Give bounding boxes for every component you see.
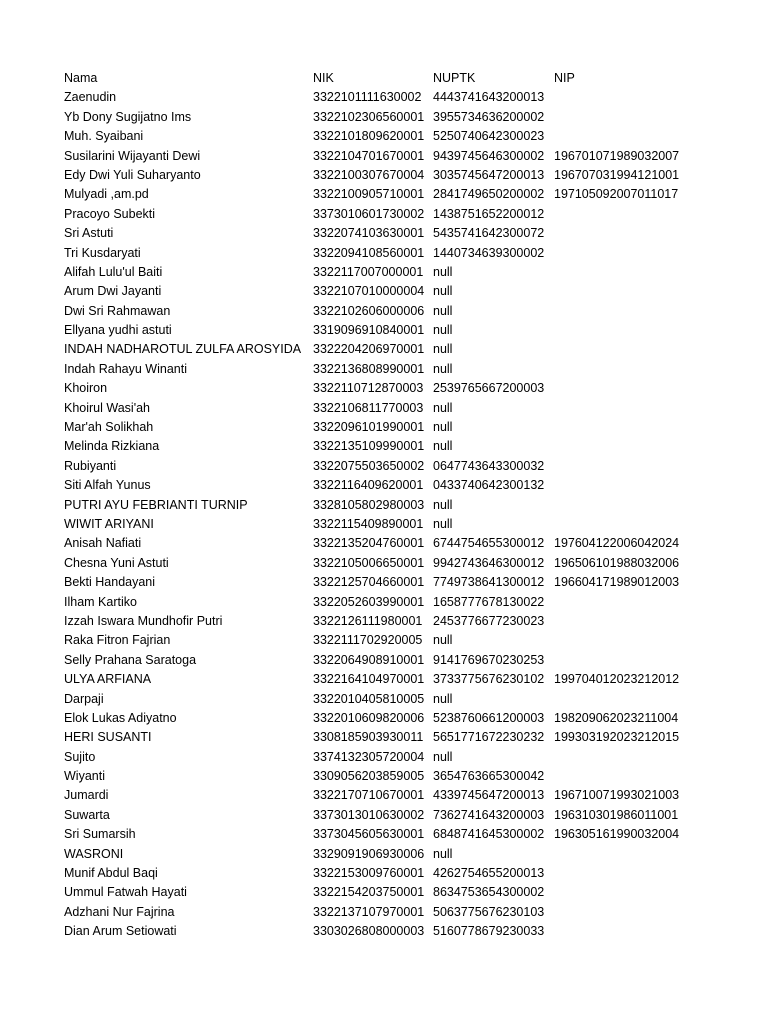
cell-nuptk: 4339745647200013 (433, 788, 545, 803)
table-row (64, 321, 704, 340)
table-row (64, 108, 704, 127)
cell-nuptk: null (433, 633, 453, 648)
cell-nama: Mar'ah Solikhah (64, 420, 154, 435)
header-nip: NIP (554, 71, 575, 85)
cell-nip (554, 224, 704, 243)
cell-nuptk: 0433740642300132 (433, 478, 545, 493)
cell-nip (554, 88, 704, 107)
cell-nuptk: 5250740642300023 (433, 129, 545, 144)
cell-nik: 3319096910840001 (313, 323, 425, 338)
cell-nuptk: 8634753654300002 (433, 885, 545, 900)
cell-nip (554, 399, 704, 418)
cell-nip (554, 263, 704, 282)
cell-nama: INDAH NADHAROTUL ZULFA AROSYIDA (64, 342, 302, 357)
cell-nik: 3303026808000003 (313, 924, 425, 939)
cell-nuptk: 4443741643200013 (433, 90, 545, 105)
cell-nuptk: null (433, 342, 453, 357)
cell-nip (554, 379, 704, 398)
cell-nuptk: 9942743646300012 (433, 555, 545, 570)
cell-nuptk: null (433, 846, 453, 861)
table-row (64, 88, 704, 107)
cell-nip: 197105092007011017 (554, 187, 679, 202)
cell-nik: 3322105006650001 (313, 555, 425, 570)
cell-nip: 196506101988032006 (554, 555, 680, 570)
cell-nik: 3322116409620001 (313, 478, 424, 493)
cell-nama: PUTRI AYU FEBRIANTI TURNIP (64, 497, 248, 512)
cell-nuptk: 9141769670230253 (433, 652, 545, 667)
table-row (64, 379, 704, 398)
cell-nuptk: 5160778679230033 (433, 924, 545, 939)
cell-nama: Adzhani Nur Fajrina (64, 904, 175, 919)
cell-nik: 3322064908910001 (313, 652, 425, 667)
cell-nama: HERI SUSANTI (64, 730, 152, 745)
cell-nip: 199704012023212012 (554, 672, 680, 687)
table-row (64, 612, 704, 631)
cell-nip (554, 593, 704, 612)
cell-nuptk: 3654763665300042 (433, 769, 545, 784)
cell-nip (554, 244, 704, 263)
table-row (64, 593, 704, 612)
cell-nip (554, 748, 704, 767)
cell-nama: Khoiron (64, 381, 108, 396)
cell-nik: 3322100307670004 (313, 167, 425, 182)
cell-nama: Muh. Syaibani (64, 129, 144, 144)
cell-nip (554, 457, 704, 476)
table-row (64, 554, 704, 573)
cell-nik: 3322052603990001 (313, 594, 425, 609)
cell-nuptk: 7362741643200003 (433, 807, 545, 822)
table-row (64, 340, 704, 359)
cell-nip (554, 340, 704, 359)
cell-nik: 3373045605630001 (313, 827, 425, 842)
cell-nik: 3374132305720004 (313, 749, 425, 764)
cell-nik: 3322135204760001 (313, 536, 425, 551)
cell-nip (554, 864, 704, 883)
table-row (64, 515, 704, 534)
cell-nip: 196305161990032004 (554, 827, 680, 842)
cell-nama: Munif Abdul Baqi (64, 866, 158, 881)
cell-nuptk: 1438751652200012 (433, 206, 545, 221)
table-row (64, 224, 704, 243)
table-row (64, 185, 704, 204)
cell-nama: Pracoyo Subekti (64, 206, 156, 221)
cell-nuptk: 4262754655200013 (433, 866, 545, 881)
table-row (64, 825, 704, 844)
cell-nama: Izzah Iswara Mundhofir Putri (64, 613, 223, 628)
cell-nip (554, 651, 704, 670)
cell-nip: 199303192023212015 (554, 730, 680, 745)
table-row (64, 806, 704, 825)
cell-nik: 3373013010630002 (313, 807, 425, 822)
table-row (64, 457, 704, 476)
header-nik: NIK (313, 71, 334, 85)
cell-nama: Ilham Kartiko (64, 594, 137, 609)
cell-nama: Dwi Sri Rahmawan (64, 303, 171, 318)
cell-nip: 196604171989012003 (554, 575, 680, 590)
cell-nik: 3373010601730002 (313, 206, 425, 221)
cell-nama: Elok Lukas Adiyatno (64, 710, 177, 725)
table-body (64, 88, 704, 941)
cell-nuptk: 3955734636200002 (433, 109, 545, 124)
cell-nama: Dian Arum Setiowati (64, 924, 177, 939)
table-row (64, 263, 704, 282)
cell-nama: Ummul Fatwah Hayati (64, 885, 187, 900)
data-table (64, 69, 704, 942)
cell-nip (554, 418, 704, 437)
cell-nik: 3322102606000006 (313, 303, 425, 318)
cell-nik: 3322102306560001 (313, 109, 425, 124)
cell-nama: Zaenudin (64, 90, 117, 105)
cell-nik: 3322101809620001 (313, 129, 425, 144)
table-row (64, 360, 704, 379)
table-row (64, 534, 704, 553)
cell-nama: Anisah Nafiati (64, 536, 142, 551)
cell-nama: Indah Rahayu Winanti (64, 361, 187, 376)
cell-nama: Rubiyanti (64, 458, 117, 473)
cell-nama: WIWIT ARIYANI (64, 516, 154, 531)
cell-nik: 3322204206970001 (313, 342, 425, 357)
cell-nama: Sri Sumarsih (64, 827, 136, 842)
cell-nuptk: 7749738641300012 (433, 575, 545, 590)
cell-nuptk: 9439745646300002 (433, 148, 545, 163)
cell-nik: 3322075503650002 (313, 458, 425, 473)
cell-nuptk: null (433, 284, 453, 299)
table-row (64, 709, 704, 728)
cell-nip (554, 205, 704, 224)
table-row (64, 883, 704, 902)
cell-nuptk: 5238760661200003 (433, 710, 545, 725)
table-row (64, 437, 704, 456)
table-row (64, 573, 704, 592)
cell-nama: Ellyana yudhi astuti (64, 323, 172, 338)
cell-nip (554, 767, 704, 786)
cell-nip (554, 845, 704, 864)
cell-nuptk: 5063775676230103 (433, 904, 545, 919)
cell-nip (554, 282, 704, 301)
cell-nuptk: null (433, 497, 453, 512)
header-nama: Nama (64, 71, 98, 85)
cell-nama: Arum Dwi Jayanti (64, 284, 162, 299)
cell-nik: 3322101111630002 (313, 90, 422, 105)
cell-nik: 3322104701670001 (313, 148, 425, 163)
cell-nik: 3322110712870003 (313, 381, 424, 396)
table-row (64, 728, 704, 747)
header-row (64, 69, 704, 88)
table-row (64, 903, 704, 922)
cell-nama: Wiyanti (64, 769, 105, 784)
cell-nama: Melinda Rizkiana (64, 439, 160, 454)
cell-nip (554, 108, 704, 127)
table-row (64, 399, 704, 418)
cell-nuptk: null (433, 439, 453, 454)
cell-nik: 3322115409890001 (313, 516, 424, 531)
cell-nip (554, 631, 704, 650)
cell-nuptk: 2841749650200002 (433, 187, 545, 202)
table-row (64, 786, 704, 805)
cell-nik: 3322164104970001 (313, 672, 425, 687)
table-row (64, 302, 704, 321)
cell-nip (554, 612, 704, 631)
cell-nama: Darpaji (64, 691, 104, 706)
cell-nama: ULYA ARFIANA (64, 672, 152, 687)
cell-nama: Suwarta (64, 807, 110, 822)
cell-nuptk: 6744754655300012 (433, 536, 545, 551)
cell-nip (554, 903, 704, 922)
cell-nik: 3322154203750001 (313, 885, 425, 900)
table-row (64, 244, 704, 263)
cell-nik: 3322117007000001 (313, 264, 424, 279)
cell-nip: 197604122006042024 (554, 536, 680, 551)
cell-nik: 3322111702920005 (313, 633, 423, 648)
table-row (64, 651, 704, 670)
cell-nip (554, 883, 704, 902)
cell-nik: 3322136808990001 (313, 361, 425, 376)
cell-nip (554, 476, 704, 495)
cell-nuptk: null (433, 303, 453, 318)
cell-nik: 3322170710670001 (313, 788, 425, 803)
cell-nama: Susilarini Wijayanti Dewi (64, 148, 201, 163)
cell-nik: 3322106811770003 (313, 400, 424, 415)
cell-nama: Alifah Lulu'ul Baiti (64, 264, 163, 279)
cell-nip (554, 321, 704, 340)
cell-nik: 3322096101990001 (313, 420, 425, 435)
cell-nip (554, 437, 704, 456)
table-row (64, 282, 704, 301)
cell-nuptk: 3733775676230102 (433, 672, 545, 687)
cell-nuptk: null (433, 400, 453, 415)
cell-nik: 3322135109990001 (313, 439, 425, 454)
cell-nik: 3328105802980003 (313, 497, 425, 512)
table-row (64, 147, 704, 166)
cell-nuptk: 6848741645300002 (433, 827, 545, 842)
cell-nip (554, 496, 704, 515)
cell-nip: 198209062023211004 (554, 710, 679, 725)
cell-nip (554, 922, 704, 941)
cell-nuptk: 1658777678130022 (433, 594, 545, 609)
cell-nik: 3322137107970001 (313, 904, 425, 919)
cell-nuptk: 2539765667200003 (433, 381, 545, 396)
table-row (64, 631, 704, 650)
cell-nuptk: null (433, 361, 453, 376)
cell-nama: Yb Dony Sugijatno Ims (64, 109, 192, 124)
cell-nik: 3308185903930011 (313, 730, 424, 745)
cell-nama: Khoirul Wasi'ah (64, 400, 150, 415)
cell-nuptk: 1440734639300002 (433, 245, 545, 260)
cell-nama: Sujito (64, 749, 96, 764)
cell-nik: 3322094108560001 (313, 245, 425, 260)
table-row (64, 205, 704, 224)
table-row (64, 922, 704, 941)
cell-nik: 3322010405810005 (313, 691, 425, 706)
cell-nip: 196710071993021003 (554, 788, 680, 803)
cell-nuptk: null (433, 516, 453, 531)
cell-nama: Tri Kusdaryati (64, 245, 141, 260)
cell-nama: WASRONI (64, 846, 124, 861)
cell-nuptk: null (433, 264, 453, 279)
header-nuptk: NUPTK (433, 71, 476, 85)
cell-nik: 3322107010000004 (313, 284, 425, 299)
cell-nama: Selly Prahana Saratoga (64, 652, 197, 667)
table-row (64, 864, 704, 883)
cell-nama: Edy Dwi Yuli Suharyanto (64, 167, 201, 182)
cell-nuptk: null (433, 749, 453, 764)
cell-nik: 3329091906930006 (313, 846, 425, 861)
cell-nik: 3322153009760001 (313, 866, 425, 881)
cell-nik: 3322074103630001 (313, 226, 425, 241)
cell-nama: Raka Fitron Fajrian (64, 633, 171, 648)
table-row (64, 127, 704, 146)
table-row (64, 166, 704, 185)
cell-nuptk: 0647743643300032 (433, 458, 545, 473)
cell-nuptk: null (433, 323, 453, 338)
table-row (64, 496, 704, 515)
table-row (64, 476, 704, 495)
cell-nuptk: 5651771672230232 (433, 730, 545, 745)
cell-nuptk: null (433, 691, 453, 706)
cell-nuptk: 5435741642300072 (433, 226, 545, 241)
cell-nip (554, 515, 704, 534)
cell-nik: 3322125704660001 (313, 575, 425, 590)
cell-nip: 196310301986011001 (554, 807, 679, 822)
cell-nik: 3322010609820006 (313, 710, 425, 725)
cell-nama: Bekti Handayani (64, 575, 156, 590)
cell-nama: Sri Astuti (64, 226, 114, 241)
table-row (64, 690, 704, 709)
cell-nama: Mulyadi ,am.pd (64, 187, 149, 202)
cell-nama: Jumardi (64, 788, 109, 803)
cell-nama: Chesna Yuni Astuti (64, 555, 169, 570)
cell-nik: 3322126111980001 (313, 613, 423, 628)
cell-nip (554, 690, 704, 709)
table-row (64, 670, 704, 689)
cell-nama: Siti Alfah Yunus (64, 478, 151, 493)
cell-nik: 3309056203859005 (313, 769, 425, 784)
table-row (64, 748, 704, 767)
cell-nuptk: 2453776677230023 (433, 613, 545, 628)
cell-nip (554, 360, 704, 379)
table-row (64, 845, 704, 864)
cell-nip: 196707031994121001 (554, 167, 680, 182)
cell-nik: 3322100905710001 (313, 187, 425, 202)
cell-nip: 196701071989032007 (554, 148, 680, 163)
cell-nuptk: null (433, 420, 453, 435)
cell-nip (554, 127, 704, 146)
cell-nuptk: 3035745647200013 (433, 167, 545, 182)
table-row (64, 418, 704, 437)
table-row (64, 767, 704, 786)
cell-nip (554, 302, 704, 321)
